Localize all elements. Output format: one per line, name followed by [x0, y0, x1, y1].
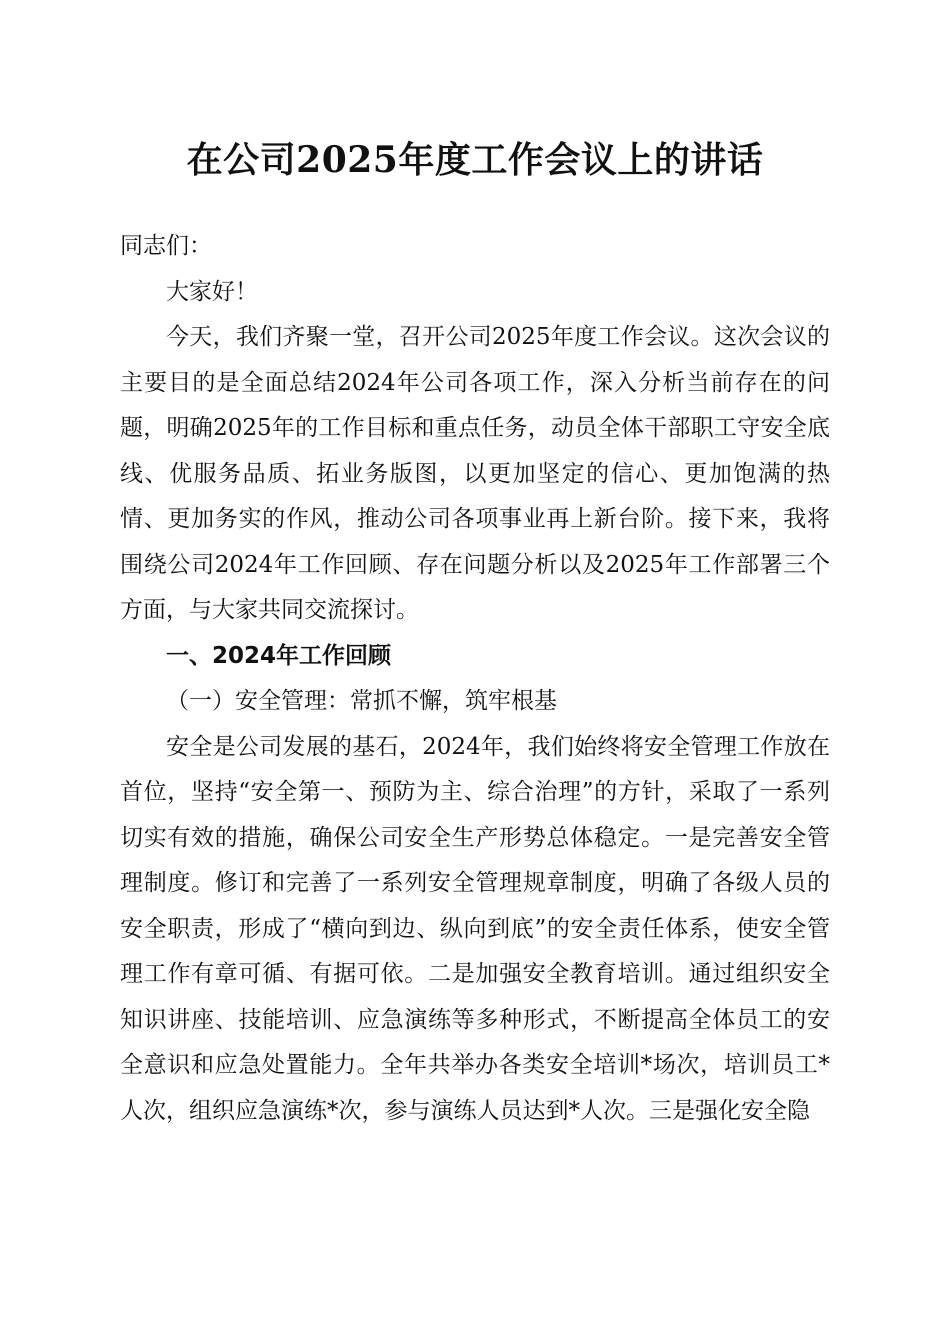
section-heading: 一、2024年工作回顾	[166, 642, 392, 669]
intro-paragraph: 今天，我们齐聚一堂，召开公司2025年度工作会议。这次会议的主要目的是全面总结2024年公司各项工作，深入分析当前存在的问题，明确2025年的工作目标和重点任务，动员全体干部职工守安全底线、优服务品质、拓业务版图，以更加坚定的信心、更加饱满的热情、更加务实的作风，推动公司各项事业再上新台阶。接下来，我将围绕公司2024年工作回顾、存在问题分析以及2025年工作部署三个方面，与大家共同交流探讨。	[120, 324, 830, 623]
document-title: 在公司2025年度工作会议上的讲话	[186, 139, 764, 181]
salutation: 同志们：	[120, 233, 212, 259]
subsection-heading: （一）安全管理：常抓不懈，筑牢根基	[166, 688, 557, 714]
document-body	[120, 224, 830, 1134]
greeting: 大家好！	[166, 278, 258, 305]
subsection-paragraph: 安全是公司发展的基石，2024年，我们始终将安全管理工作放在首位，坚持“安全第一、预防为主、综合治理”的方针，采取了一系列切实有效的措施，确保公司安全生产形势总体稳定。一是完善安全管理制度。修订和完善了一系列安全管理规章制度，明确了各级人员的安全职责，形成了“横向到边、纵向到底”的安全责任体系，使安全管理工作有章可循、有据可依。二是加强安全教育培训。通过组织安全知识讲座、技能培训、应急演练等多种形式，不断提高全体员工的安全意识和应急处置能力。全年共举办各类安全培训*场次，培训员工*人次，组织应急演练*次，参与演练人员达到*人次。三是强化安全隐	[120, 733, 830, 1124]
